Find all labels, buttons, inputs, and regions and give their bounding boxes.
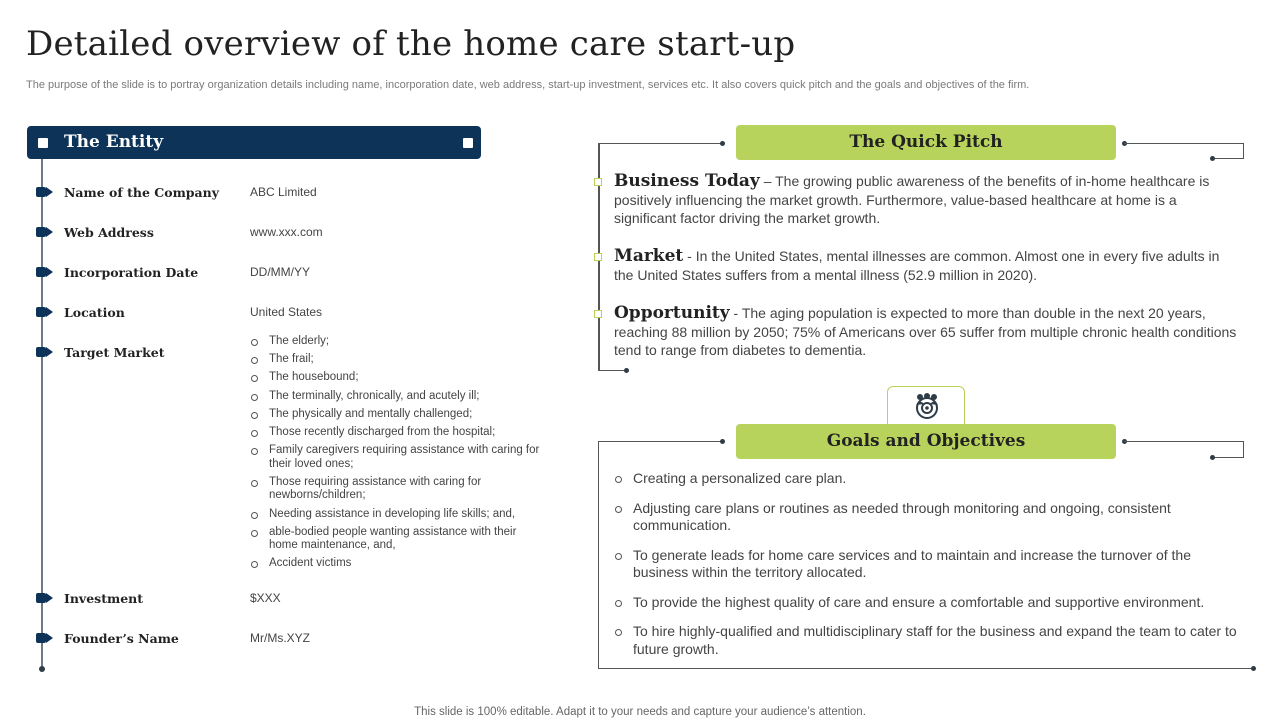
arrow-bullet-icon — [36, 186, 58, 198]
connector-dot — [1251, 666, 1256, 671]
list-item: able-bodied people wanting assistance with their home maintenance, and, — [250, 526, 545, 553]
list-item: To generate leads for home care services and to maintain and increase the turnover of the business within the territory allocated. — [614, 547, 1244, 582]
list-item: The terminally, chronically, and acutely ill; — [250, 390, 545, 404]
entity-value-web: www.xxx.com — [250, 225, 323, 239]
goals-icon-tab — [887, 386, 965, 424]
entity-value-founder: Mr/Ms.XYZ — [250, 631, 310, 645]
pitch-text: The growing public awareness of the benefits of in-home healthcare is positively influencing the market growth. Furthermore, value-based healthcare at home is a significant factor driving the market growth. — [614, 173, 1210, 226]
pitch-heading: The Quick Pitch — [736, 125, 1116, 160]
connector-line — [1243, 143, 1244, 159]
entity-value-incorporation: DD/MM/YY — [250, 265, 310, 279]
square-icon — [463, 138, 473, 148]
timeline-end-dot — [39, 666, 45, 672]
entity-label-web: Web Address — [64, 225, 154, 240]
entity-value-company: ABC Limited — [250, 185, 317, 199]
list-item: The elderly; — [250, 335, 545, 349]
entity-value-location: United States — [250, 305, 323, 319]
target-people-icon — [912, 391, 942, 421]
connector-dot — [720, 439, 725, 444]
pitch-text: In the United States, mental illnesses are common. Almost one in every five adults in the United States suffers from a mental illness (52.9 million in 2020). — [614, 248, 1220, 283]
list-item: To provide the highest quality of care and ensure a comfortable and supportive environment. — [614, 594, 1244, 612]
pitch-item-market — [614, 247, 1239, 284]
pitch-term: Market — [614, 246, 684, 266]
pitch-item-business-today — [614, 172, 1239, 228]
pitch-separator: – — [759, 173, 776, 189]
connector-line — [1124, 143, 1244, 144]
entity-value-investment: $XXX — [250, 591, 281, 605]
goals-heading: Goals and Objectives — [736, 424, 1116, 459]
entity-label-location: Location — [64, 305, 125, 320]
page-subtitle: The purpose of the slide is to portray organization details including name, incorporation date, web address, start-up investment, services etc. It also covers quick pitch and the goals and objectives of the firm. — [26, 79, 1030, 91]
arrow-bullet-icon — [36, 346, 58, 358]
arrow-bullet-icon — [36, 632, 58, 644]
list-item: Adjusting care plans or routines as needed through monitoring and ongoing, consistent communication. — [614, 500, 1244, 535]
list-item: Those recently discharged from the hospital; — [250, 426, 545, 440]
list-item: Creating a personalized care plan. — [614, 470, 1244, 488]
connector-line — [598, 143, 722, 144]
pitch-separator: - — [683, 248, 696, 264]
pitch-separator: - — [729, 305, 742, 321]
connector-line — [1124, 441, 1244, 442]
connector-dot — [1210, 455, 1215, 460]
list-item: The frail; — [250, 353, 545, 367]
pitch-text: The aging population is expected to more than double in the next 20 years, reaching 88 million by 2050; 75% of Americans over 65 suffer from multiple chronic health conditions tend to range from diabetes to dementia. — [614, 305, 1237, 358]
connector-line — [598, 441, 722, 442]
entity-label-company: Name of the Company — [64, 185, 219, 200]
connector-dot — [624, 368, 629, 373]
arrow-bullet-icon — [36, 592, 58, 604]
arrow-bullet-icon — [36, 226, 58, 238]
connector-line — [1243, 441, 1244, 458]
connector-dot — [720, 141, 725, 146]
square-icon — [38, 138, 48, 148]
arrow-bullet-icon — [36, 306, 58, 318]
entity-header — [27, 126, 481, 159]
pitch-term: Business Today — [614, 171, 760, 191]
list-item: Accident victims — [250, 557, 545, 571]
entity-label-investment: Investment — [64, 591, 144, 606]
square-marker-icon — [594, 178, 602, 186]
list-item: To hire highly-qualified and multidisciplinary staff for the business and expand the team to cater to future growth. — [614, 623, 1244, 658]
entity-heading: The Entity — [64, 132, 164, 152]
goals-list — [614, 470, 1244, 670]
pitch-term: Opportunity — [614, 303, 730, 323]
square-marker-icon — [594, 253, 602, 261]
list-item: Those requiring assistance with caring for newborns/children; — [250, 476, 545, 503]
connector-line — [1212, 457, 1244, 458]
target-market-list — [250, 335, 545, 576]
footer-note: This slide is 100% editable. Adapt it to your needs and capture your audience’s attention. — [414, 706, 866, 718]
list-item: Needing assistance in developing life skills; and, — [250, 508, 545, 522]
list-item: The physically and mentally challenged; — [250, 408, 545, 422]
connector-line — [598, 370, 626, 371]
list-item: The housebound; — [250, 371, 545, 385]
pitch-item-opportunity — [614, 304, 1239, 360]
arrow-bullet-icon — [36, 266, 58, 278]
entity-label-incorporation: Incorporation Date — [64, 265, 199, 280]
list-item: Family caregivers requiring assistance with caring for their loved ones; — [250, 444, 545, 471]
connector-dot — [1210, 156, 1215, 161]
page-title: Detailed overview of the home care start-up — [26, 24, 796, 64]
connector-line — [1212, 158, 1244, 159]
goals-bracket-line — [598, 441, 599, 669]
square-marker-icon — [594, 310, 602, 318]
entity-label-target-market: Target Market — [64, 345, 165, 360]
entity-label-founder: Founder’s Name — [64, 631, 179, 646]
